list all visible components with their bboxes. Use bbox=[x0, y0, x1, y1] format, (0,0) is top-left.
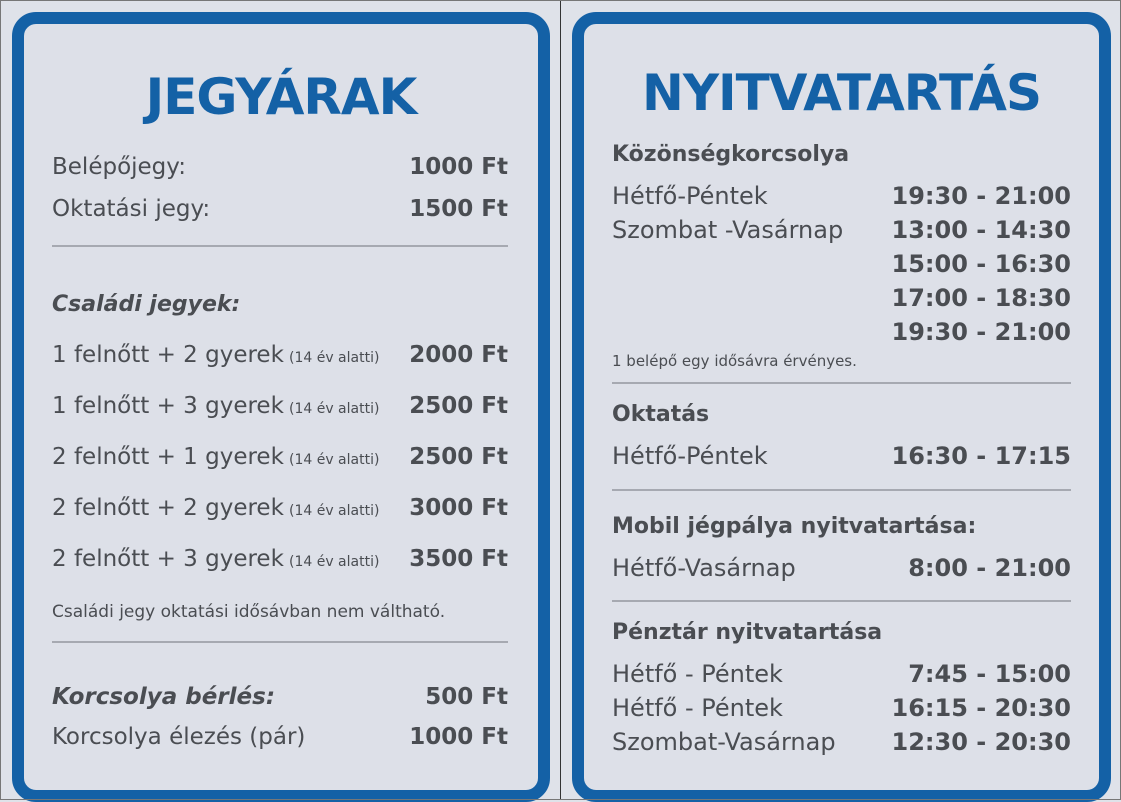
price-label: Belépőjegy: bbox=[52, 154, 186, 180]
skate-rental-label: Korcsolya bérlés: bbox=[52, 684, 276, 710]
family-row bbox=[52, 342, 508, 368]
age-note: (14 év alatti) bbox=[288, 503, 380, 519]
skate-sharpening-row bbox=[52, 724, 508, 750]
time-value: 19:30 - 21:00 bbox=[891, 318, 1071, 346]
time-value: 16:30 - 17:15 bbox=[891, 442, 1071, 470]
time-value: 15:00 - 16:30 bbox=[891, 250, 1071, 278]
day-label: Szombat -Vasárnap bbox=[612, 216, 844, 244]
time-value: 7:45 - 15:00 bbox=[908, 660, 1071, 688]
hours-row bbox=[612, 318, 1071, 346]
opening-hours-panel bbox=[572, 12, 1111, 802]
lessons-heading: Oktatás bbox=[612, 402, 710, 427]
family-label: 1 felnőtt + 3 gyerek bbox=[52, 393, 284, 419]
family-row bbox=[52, 495, 508, 521]
day-label: Hétfő-Péntek bbox=[612, 442, 768, 470]
panel-separator bbox=[560, 0, 561, 800]
price-value: 1000 Ft bbox=[409, 154, 508, 180]
hours-title: NYITVATARTÁS bbox=[642, 64, 1041, 122]
day-label: Hétfő-Péntek bbox=[612, 182, 768, 210]
divider bbox=[612, 600, 1071, 602]
price-value: 3000 Ft bbox=[409, 495, 508, 521]
family-row bbox=[52, 393, 508, 419]
divider bbox=[612, 382, 1071, 384]
skate-sharpening-label: Korcsolya élezés (pár) bbox=[52, 724, 306, 750]
time-value: 12:30 - 20:30 bbox=[891, 728, 1071, 756]
age-note: (14 év alatti) bbox=[288, 554, 380, 570]
divider bbox=[52, 641, 508, 643]
price-value: 2000 Ft bbox=[409, 342, 508, 368]
day-label: Hétfő - Péntek bbox=[612, 694, 783, 722]
price-value: 3500 Ft bbox=[409, 546, 508, 572]
public-skating-heading: Közönségkorcsolya bbox=[612, 142, 850, 167]
day-label: Szombat-Vasárnap bbox=[612, 728, 836, 756]
time-value: 8:00 - 21:00 bbox=[908, 554, 1071, 582]
family-label: 1 felnőtt + 2 gyerek bbox=[52, 342, 284, 368]
family-label: 2 felnőtt + 2 gyerek bbox=[52, 495, 284, 521]
family-heading: Családi jegyek: bbox=[52, 292, 241, 317]
time-value: 19:30 - 21:00 bbox=[891, 182, 1071, 210]
hours-row bbox=[612, 216, 1071, 244]
family-row bbox=[52, 444, 508, 470]
price-row bbox=[52, 154, 508, 180]
age-note: (14 év alatti) bbox=[288, 401, 380, 417]
price-value: 2500 Ft bbox=[409, 444, 508, 470]
ticket-prices-panel bbox=[12, 12, 550, 802]
hours-row bbox=[612, 728, 1071, 756]
price-value: 500 Ft bbox=[425, 684, 508, 710]
age-note: (14 év alatti) bbox=[288, 452, 380, 468]
hours-row bbox=[612, 694, 1071, 722]
family-label: 2 felnőtt + 1 gyerek bbox=[52, 444, 284, 470]
day-label: Hétfő-Vasárnap bbox=[612, 554, 796, 582]
prices-title: JEGYÁRAK bbox=[145, 68, 417, 126]
hours-row bbox=[612, 442, 1071, 470]
price-value: 1000 Ft bbox=[409, 724, 508, 750]
hours-row bbox=[612, 284, 1071, 312]
price-value: 1500 Ft bbox=[409, 196, 508, 222]
age-note: (14 év alatti) bbox=[288, 350, 380, 366]
price-label: Oktatási jegy: bbox=[52, 196, 211, 222]
family-note: Családi jegy oktatási idősávban nem váltható. bbox=[52, 602, 446, 622]
price-value: 2500 Ft bbox=[409, 393, 508, 419]
skate-rental-row bbox=[52, 684, 508, 710]
price-row bbox=[52, 196, 508, 222]
public-note: 1 belépő egy idősávra érvényes. bbox=[612, 352, 857, 370]
divider bbox=[52, 245, 508, 247]
cashier-heading: Pénztár nyitvatartása bbox=[612, 620, 883, 645]
family-label: 2 felnőtt + 3 gyerek bbox=[52, 546, 284, 572]
hours-row bbox=[612, 660, 1071, 688]
time-value: 13:00 - 14:30 bbox=[891, 216, 1071, 244]
time-value: 16:15 - 20:30 bbox=[891, 694, 1071, 722]
mobile-rink-heading: Mobil jégpálya nyitvatartása: bbox=[612, 514, 977, 539]
day-label: Hétfő - Péntek bbox=[612, 660, 783, 688]
hours-row bbox=[612, 250, 1071, 278]
divider bbox=[612, 489, 1071, 491]
family-row bbox=[52, 546, 508, 572]
hours-row bbox=[612, 554, 1071, 582]
hours-row bbox=[612, 182, 1071, 210]
time-value: 17:00 - 18:30 bbox=[891, 284, 1071, 312]
